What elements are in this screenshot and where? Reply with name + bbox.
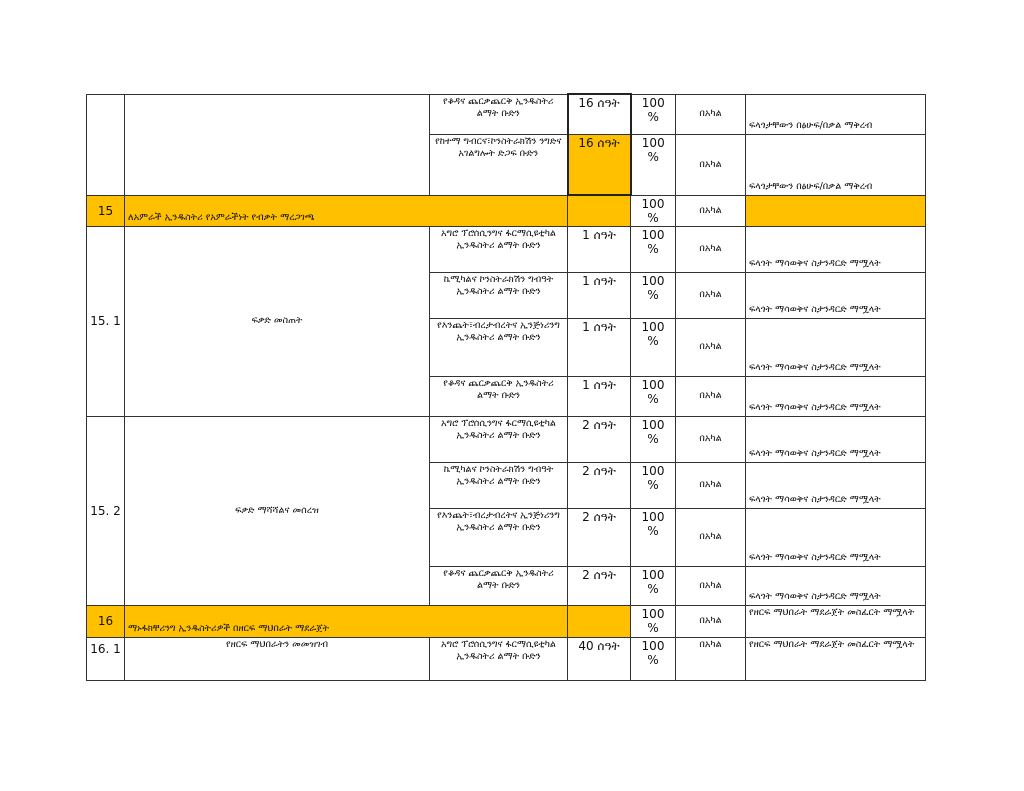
result-cell: ፍላጎት ማሳወቅና ስታንዳርድ ማሟላት xyxy=(746,226,926,272)
item-number: 15. 1 xyxy=(87,226,125,416)
hours-cell: 40 ሰዓት xyxy=(568,637,631,680)
activity-name: ፍቃድ መስጠት xyxy=(125,226,430,416)
delivery-cell: በአካል xyxy=(676,318,746,376)
hours-cell: 1 ሰዓት xyxy=(568,318,631,376)
percent-cell: 100 % xyxy=(631,134,676,195)
percent-cell: 100 % xyxy=(631,566,676,605)
result-cell: ፍላጎት ማሳወቅና ስታንዳርድ ማሟላት xyxy=(746,416,926,462)
delivery-cell: በአካል xyxy=(676,376,746,416)
unit-cell: የከተማ ግብርና፣ኮንስትራክሽን ንግድና አገልግሎት ድጋፍ ቡድን xyxy=(430,134,568,195)
hours-cell: 2 ሰዓት xyxy=(568,508,631,566)
delivery-cell: በአካል xyxy=(676,416,746,462)
section-number: 16 xyxy=(87,605,125,637)
result-cell: ፍላጎት ማሳወቅና ስታንዳርድ ማሟላት xyxy=(746,462,926,508)
delivery-cell: በአካል xyxy=(676,272,746,318)
delivery-cell: በአካል xyxy=(676,637,746,680)
unit-cell: የቆዳና ጨርቃጨርቅ ኢንዱስትሪ ልማት ቡድን xyxy=(430,376,568,416)
result-cell: ፍላጎት ማሳወቅና ስታንዳርድ ማሟላት xyxy=(746,566,926,605)
percent-cell: 100 % xyxy=(631,462,676,508)
table-row xyxy=(87,416,926,462)
unit-cell: ኬሚካልና ኮንስትራክሽን ግብዓት ኢንዱስትሪ ልማት ቡድን xyxy=(430,462,568,508)
result-cell: ፍላጎት ማሳወቅና ስታንዳርድ ማሟላት xyxy=(746,376,926,416)
result-cell: የዘርፍ ማህበራት ማደራጀት መስፈርት ማሟላት xyxy=(746,605,926,637)
unit-cell: አግሮ ፕሮሰሲንግና ፋርማሲዩቲካል ኢንዱስትሪ ልማት ቡድን xyxy=(430,637,568,680)
section-heading-row xyxy=(87,195,926,226)
percent-cell: 100 % xyxy=(631,605,676,637)
percent-cell: 100 % xyxy=(631,376,676,416)
item-number: 16. 1 xyxy=(87,637,125,680)
percent-cell: 100 % xyxy=(631,272,676,318)
unit-cell: ኬሚካልና ኮንስትራክሽን ግብዓት ኢንዱስትሪ ልማት ቡድን xyxy=(430,272,568,318)
hours-cell: 2 ሰዓት xyxy=(568,462,631,508)
hours-cell: 2 ሰዓት xyxy=(568,566,631,605)
section-title: ማኑፋክቸሪንግ ኢንዱስትሪዎች በዘርፍ ማህበራት ማደራጀት xyxy=(125,605,568,637)
hours-cell: 16 ሰዓት xyxy=(568,94,631,134)
delivery-cell: በአካል xyxy=(676,566,746,605)
percent-cell: 100 % xyxy=(631,195,676,226)
activity-name: የዘርፍ ማህበራትን መመዝገብ xyxy=(125,637,430,680)
section-heading-row xyxy=(87,605,926,637)
delivery-cell: በአካል xyxy=(676,94,746,134)
activity-cell xyxy=(125,94,430,195)
result-cell: ፍላጎታቸውን በፅሁፍ/በቃል ማቅረብ xyxy=(746,94,926,134)
unit-cell: የእንጨት፣ብረታብረትና ኢንጅነሪንግ ኢንዱስትሪ ልማት ቡድን xyxy=(430,318,568,376)
result-cell: ፍላጎት ማሳወቅና ስታንዳርድ ማሟላት xyxy=(746,272,926,318)
hours-cell xyxy=(568,605,631,637)
delivery-cell: በአካል xyxy=(676,195,746,226)
hours-cell: 1 ሰዓት xyxy=(568,272,631,318)
unit-cell: አግሮ ፕሮሰሲንግና ፋርማሲዩቲካል ኢንዱስትሪ ልማት ቡድን xyxy=(430,226,568,272)
hours-cell xyxy=(568,195,631,226)
percent-cell: 100 % xyxy=(631,318,676,376)
percent-cell: 100 % xyxy=(631,94,676,134)
result-cell xyxy=(746,195,926,226)
result-cell: የዘርፍ ማህበራት ማደራጀት መስፈርት ማሟላት xyxy=(746,637,926,680)
hours-cell: 2 ሰዓት xyxy=(568,416,631,462)
number-cell xyxy=(87,94,125,195)
delivery-cell: በአካል xyxy=(676,508,746,566)
percent-cell: 100 % xyxy=(631,226,676,272)
delivery-cell: በአካል xyxy=(676,134,746,195)
percent-cell: 100 % xyxy=(631,637,676,680)
percent-cell: 100 % xyxy=(631,508,676,566)
table-row xyxy=(87,94,926,134)
table-row xyxy=(87,637,926,680)
hours-cell: 1 ሰዓት xyxy=(568,376,631,416)
section-number: 15 xyxy=(87,195,125,226)
section-title: ለአምራች ኢንዱስትሪ የአምራችነት የብቃት ማረጋገጫ xyxy=(125,195,568,226)
percent-cell: 100 % xyxy=(631,416,676,462)
result-cell: ፍላጎታቸውን በፅሁፍ/በቃል ማቅረብ xyxy=(746,134,926,195)
delivery-cell: በአካል xyxy=(676,462,746,508)
service-standards-table xyxy=(86,93,926,681)
unit-cell: የእንጨት፣ብረታብረትና ኢንጅነሪንግ ኢንዱስትሪ ልማት ቡድን xyxy=(430,508,568,566)
unit-cell: የቆዳና ጨርቃጨርቅ ኢንዱስትሪ ልማት ቡድን xyxy=(430,566,568,605)
hours-cell: 1 ሰዓት xyxy=(568,226,631,272)
unit-cell: የቆዳና ጨርቃጨርቅ ኢንዱስትሪ ልማት ቡድን xyxy=(430,94,568,134)
result-cell: ፍላጎት ማሳወቅና ስታንዳርድ ማሟላት xyxy=(746,318,926,376)
activity-name: ፍቃድ ማሻሻልና መሰረዝ xyxy=(125,416,430,605)
unit-cell: አግሮ ፕሮሰሲንግና ፋርማሲዩቲካል ኢንዱስትሪ ልማት ቡድን xyxy=(430,416,568,462)
delivery-cell: በአካል xyxy=(676,226,746,272)
item-number: 15. 2 xyxy=(87,416,125,605)
hours-cell: 16 ሰዓት xyxy=(568,134,631,195)
table-row xyxy=(87,226,926,272)
result-cell: ፍላጎት ማሳወቅና ስታንዳርድ ማሟላት xyxy=(746,508,926,566)
delivery-cell: በአካል xyxy=(676,605,746,637)
